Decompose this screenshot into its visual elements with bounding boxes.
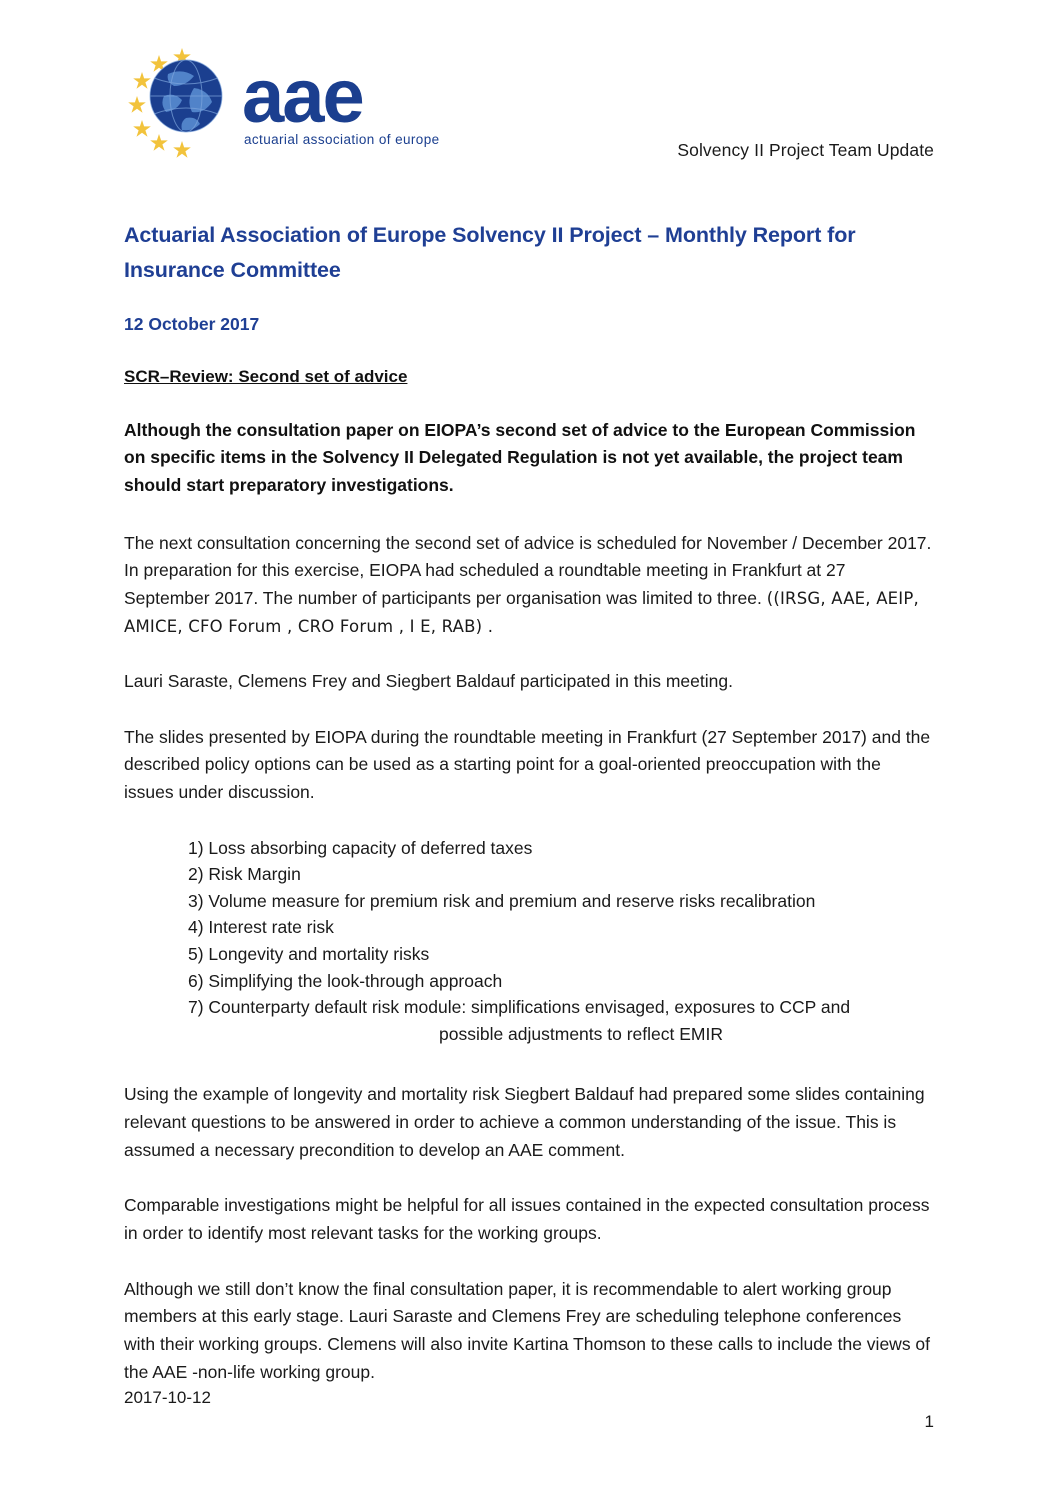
- footer-page-number: 1: [924, 1412, 934, 1431]
- section-heading: SCR–Review: Second set of advice: [124, 366, 408, 386]
- list-item-continuation: possible adjustments to reflect EMIR: [438, 1023, 723, 1044]
- list-item: 3) Volume measure for premium risk and premium and reserve risks recalibration: [188, 890, 816, 911]
- list-item: 2) Risk Margin: [188, 864, 301, 885]
- organisations-inline: ((IRSG, AAE, AEIP, AMICE, CFO Forum , CRO Forum , I E, RAB) .: [124, 588, 919, 636]
- list-item: 1) Loss absorbing capacity of deferred taxes: [188, 837, 533, 858]
- lead-paragraph: Although the consultation paper on EIOPA’s second set of advice to the European Commission on specific items in the Solvency II Delegated Regulation is not yet available, the project team should start preparatory investigations.: [124, 419, 916, 495]
- paragraph-text: The next consultation concerning the second set of advice is scheduled for November / December 2017. In preparation for this exercise, EIOPA had scheduled a roundtable meeting in Frankfurt at 27 September 2017. The number of participants per organisation was limited to three.: [124, 532, 932, 608]
- svg-text:actuarial association of europ: actuarial association of europe: [244, 132, 440, 147]
- document-date: 12 October 2017: [124, 313, 260, 334]
- paragraph-working-groups: Although we still don’t know the final consultation paper, it is recommendable to alert working group members at this early stage. Lauri Saraste and Clemens Frey are scheduling telephone conferences with their working groups. Clemens will also invite Kartina Thomson to these calls to include the views of the AAE -non-life working group.: [124, 1278, 931, 1382]
- footer-date: 2017-10-12: [124, 1388, 211, 1407]
- page-header: [124, 44, 934, 164]
- running-header-title: Solvency II Project Team Update: [677, 140, 934, 160]
- list-item: 5) Longevity and mortality risks: [188, 944, 430, 965]
- list-item: [188, 994, 934, 1047]
- paragraph-comparable-investigations: Comparable investigations might be helpful for all issues contained in the expected consultation process in order to identify most relevant tasks for the working groups.: [124, 1195, 930, 1244]
- list-item: 6) Simplifying the look-through approach: [188, 970, 503, 991]
- list-item-text: 7) Counterparty default risk module: simplifications envisaged, exposures to CCP and: [188, 997, 851, 1018]
- list-item: 4) Interest rate risk: [188, 917, 334, 938]
- paragraph-longevity-example: Using the example of longevity and mortality risk Siegbert Baldauf had prepared some slides containing relevant questions to be answered in order to achieve a common understanding of the issue. This is assumed a necessary precondition to develop an AAE comment.: [124, 1084, 925, 1160]
- numbered-topics-list: [124, 835, 934, 1048]
- aae-logo: [124, 44, 444, 162]
- paragraph-slides: The slides presented by EIOPA during the roundtable meeting in Frankfurt (27 September 2017) and the described policy options can be used as a starting point for a goal-oriented preoccupation with the issues under discussion.: [124, 726, 931, 803]
- paragraph-participants: Lauri Saraste, Clemens Frey and Siegbert Baldauf participated in this meeting.: [124, 671, 733, 692]
- document-body: [124, 218, 934, 1414]
- svg-text:aae: aae: [242, 54, 363, 139]
- paragraph-consultation-schedule: [124, 530, 934, 641]
- page-title: Actuarial Association of Europe Solvency II Project – Monthly Report for Insurance Committee: [124, 223, 856, 282]
